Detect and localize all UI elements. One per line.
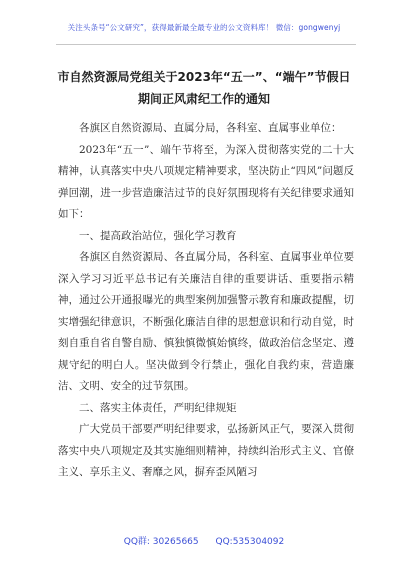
section-2-paragraph: 广大党员干部要严明纪律要求，弘扬新风正气，要深入贯彻落实中央八项规定及其实施细则精神，持续纠治形式主义、官僚主义、享乐主义、奢靡之风，摒弃歪风陋习 (58, 423, 354, 478)
intro-paragraph: 2023年“五一”、端午节将至，为深入贯彻落实党的二十大精神，认真落实中央八项规定精神要求，坚决防止“四风”问题反弹回潮，进一步营造廉洁过节的良好氛围现将有关纪律要求通知如下： (58, 143, 354, 220)
header-divider (56, 44, 356, 45)
title-line-2: 期间正风肃纪工作的通知 (137, 92, 270, 106)
section-1-heading: 一、提高政治站位，强化学习教育 (79, 229, 237, 242)
footer-contact (0, 534, 408, 547)
document-title (40, 66, 368, 110)
section-2-heading: 二、落实主体责任，严明纪律规矩 (79, 401, 237, 414)
footer-qq: QQ:535304092 (215, 537, 285, 547)
footer-qq-group: QQ群: 30265665 (123, 537, 199, 547)
document-body (58, 118, 354, 484)
header-banner: 关注头条号“公文研究”，获得最新最全最专业的公文资料库！ 微信：gongwenyj (67, 23, 341, 32)
salutation: 各旗区自然资源局、直属分局，各科室、直属事业单位： (79, 122, 342, 134)
title-line-1: 市自然资源局党组关于2023年“五一”、“端午”节假日 (57, 70, 351, 84)
section-1-paragraph: 各旗区自然资源局、各直属分局，各科室、直属事业单位要深入学习习近平总书记有关廉洁自律的重要讲话、重要指示精神，通过公开通报曝光的典型案例加强警示教育和廉政提醒，切实增强纪律意识，不断强化廉洁自律的思想意识和行动自觉，时刻自重自省自警自励、慎独慎微慎始慎终，做政治信念坚定、遵规守纪的明白人。坚决做到令行禁止，强化自我约束，营造廉洁、文明、安全的过节氛围。 (58, 251, 354, 392)
